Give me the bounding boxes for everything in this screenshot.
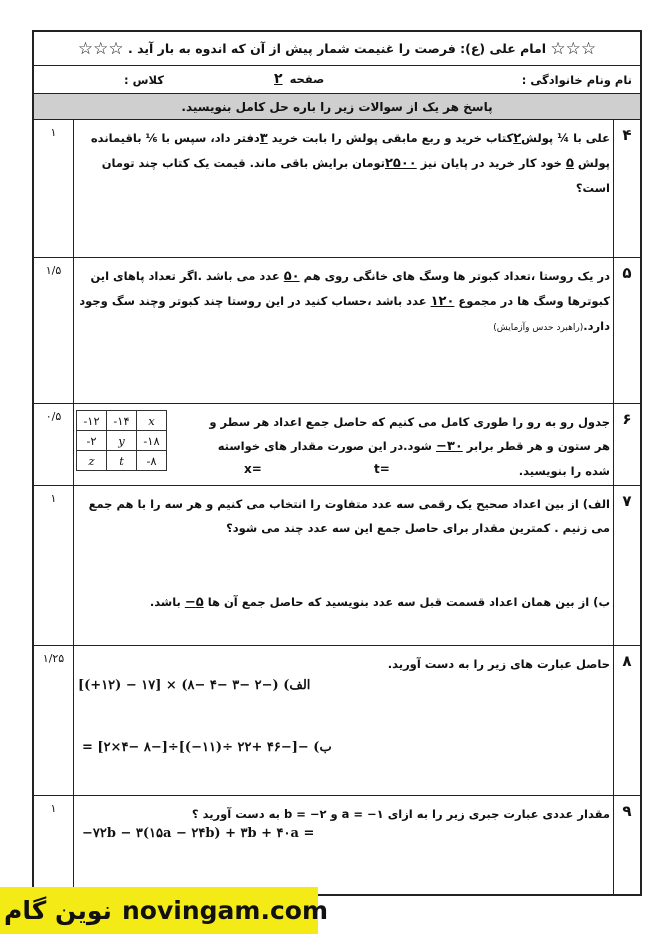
grid-cell: -۸ (137, 451, 167, 471)
t-answer-label: t= (374, 462, 390, 476)
question-row (34, 120, 640, 258)
question-row (34, 404, 640, 486)
strategy-hint: (راهبرد حدس وآزمایش) (493, 323, 584, 333)
motto-text: امام علی (ع): فرصت را غنیمت شمار پیش از آن که اندوه به بار آید . (128, 41, 546, 56)
grid-cell: t (107, 451, 137, 471)
question-score: ۱/۵ (34, 258, 74, 403)
grid-cell: -۲ (77, 431, 107, 451)
fraction-quarter: ¼ (557, 131, 570, 145)
grid-cell: -۱۲ (77, 411, 107, 431)
question-row (34, 646, 640, 796)
stars-right-icon: ☆☆☆ (550, 39, 597, 59)
student-info-row (34, 66, 640, 94)
question-part-a: الف) از بین اعداد صحیح یک رقمی سه عدد متفاوت را انتخاب می کنیم و هر سه را با هم جمع می زنیم . کمترین مقدار برای حاصل جمع این سه عدد چند می شود؟ (88, 497, 610, 535)
question-number: ۷ (613, 486, 640, 645)
question-number: ۹ (613, 796, 640, 896)
question-prompt: حاصل عبارت های زیر را به دست آورید. (387, 657, 610, 671)
exam-sheet (32, 30, 642, 896)
question-score: ۰/۵ (34, 404, 74, 485)
question-number: ۵ (613, 258, 640, 403)
question-score: ۱ (34, 486, 74, 645)
question-row (34, 258, 640, 404)
grid-cell: -۱۸ (137, 431, 167, 451)
question-score: ۱ (34, 796, 74, 896)
question-score: ۱/۲۵ (34, 646, 74, 795)
class-label: کلاس : (124, 73, 164, 87)
page-label: صفحه (289, 72, 325, 86)
expression-b: = [۲×۴− ۸−]÷[(−۱۱)÷ ۲۲+ ۴۶−]− (ب (82, 740, 332, 755)
magic-square-table (76, 410, 167, 471)
question-number: ۶ (613, 404, 640, 485)
question-number: ۴ (613, 120, 640, 257)
grid-cell: -۱۴ (107, 411, 137, 431)
brand-footer (0, 887, 328, 934)
algebraic-expression: −۷۲b − ۳(۱۵a − ۲۴b) + ۳b + ۴۰a = (82, 826, 315, 841)
stars-left-icon: ☆☆☆ (77, 39, 124, 59)
grid-cell: x (137, 411, 167, 431)
brand-name: نوین گام (4, 896, 112, 925)
question-part-b: ب) از بین همان اعداد قسمت قبل سه عدد بنویسید که حاصل جمع آن ها ۵− باشد. (149, 595, 610, 610)
question-text: در یک روستا ،تعداد کبوتر ها وسگ های خانگی روی هم ۵۰ عدد می باشد .اگر تعداد پاهای این کبوترها وسگ ها در مجموع ۱۲۰ عدد باشد ،حساب کنید در این روستا چند کبوتر وچند سگ وجود دارد.(راهبرد حدس وآزمایش) (79, 269, 610, 333)
question-text: جدول رو به رو را طوری کامل می کنیم که حاصل جمع اعداد هر سطر و هر ستون و هر قطر برابر ۳۰− شود.در این صورت مقدار های خواسته شده را بنویسید. (209, 415, 610, 478)
page-indicator (274, 71, 324, 87)
x-answer-label: x= (244, 462, 262, 476)
instruction-banner: پاسخ هر یک از سوالات زیر را باره حل کامل بنویسید. (34, 94, 640, 120)
question-row (34, 796, 640, 896)
question-score: ۱ (34, 120, 74, 257)
brand-url[interactable]: novingam.com (122, 896, 328, 925)
expression-a: [(+۱۲) − ۱۷] × (۸− ۴− ۳− ۲−) (الف (78, 678, 311, 693)
question-prompt: مقدار عددی عبارت جبری زیر را به ازای a = −۱ و b = −۲ به دست آورید ؟ (191, 807, 610, 821)
question-row (34, 486, 640, 646)
question-number: ۸ (613, 646, 640, 795)
fraction-sixth: ⅙ (145, 131, 158, 145)
header-motto (34, 32, 640, 66)
page-number: ۲ (274, 71, 283, 87)
question-text: علی با ¼ پولش۲کتاب خرید و ربع مابقی پولش را بابت خرید ۳دفتر داد، سپس با ⅙ باقیمانده پولش ۵ خود کار خرید در پایان نیز ۲۵۰۰تومان برایش باقی ماند. قیمت یک کتاب چند تومان است؟ (90, 131, 610, 195)
grid-cell: y (107, 431, 137, 451)
grid-cell: z (77, 451, 107, 471)
name-label: نام ونام خانوادگی : (521, 73, 632, 87)
